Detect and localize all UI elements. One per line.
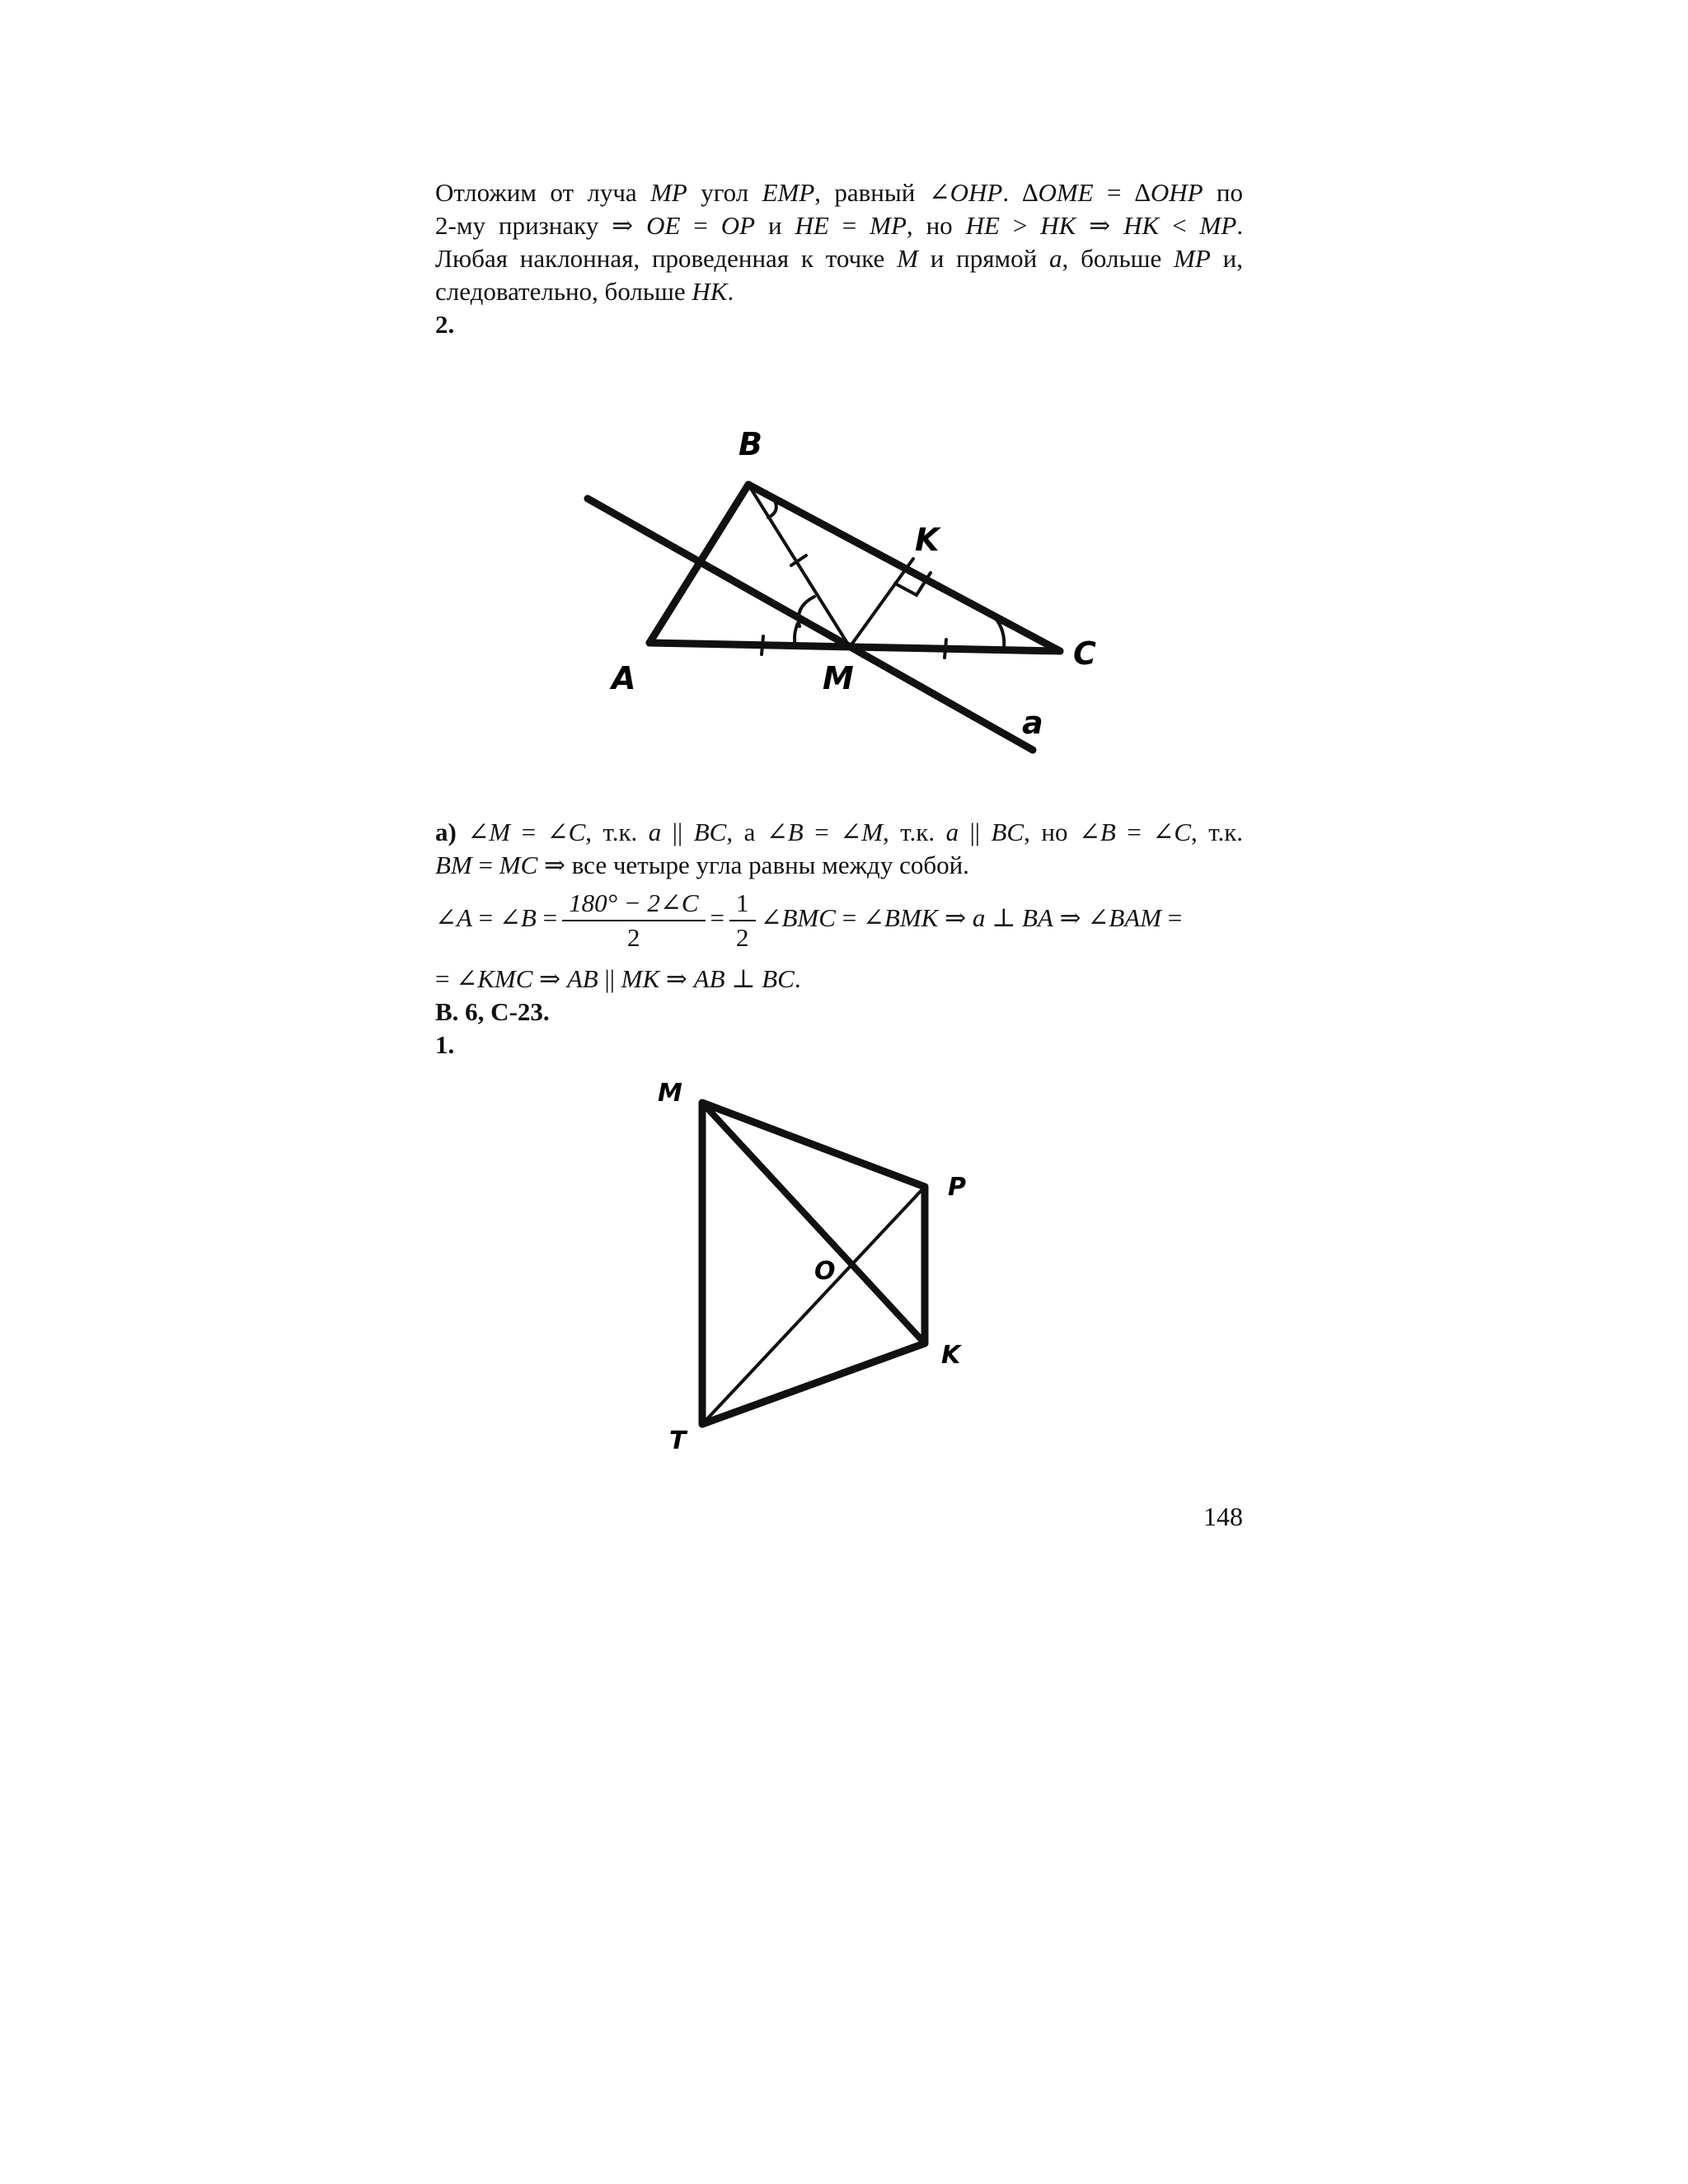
label-b: B [738, 426, 762, 462]
problem-number-2: 2. [435, 310, 455, 339]
label-k2: K [941, 1341, 961, 1370]
paragraph-2-line-1: а) ∠M = ∠C, т.к. a || BC, а ∠B = ∠M, т.к. a || BC, но ∠B = ∠C, т.к. [435, 818, 1244, 846]
paragraph-1-line-3: Любая наклонная, проведенная к точке M и прямой a, больше MP и, [435, 244, 1243, 273]
label-k: K [915, 522, 940, 558]
label-o: O [814, 1257, 836, 1286]
label-m2: M [658, 1079, 682, 1108]
figure-triangle-abc [560, 379, 1121, 791]
label-m: M [823, 660, 854, 696]
side-ab [649, 485, 748, 643]
label-t: T [669, 1427, 687, 1451]
paragraph-2-line-2: BM = MC ⇒ все четыре угла равны между собой. [435, 851, 969, 879]
page-number: 148 [1203, 1502, 1243, 1531]
side-ac [649, 643, 1060, 651]
paragraph-1-line-1: Отложим от луча MP угол EMP, равный ∠OHP. ∆OME = ∆OHP по [435, 178, 1244, 207]
paragraph-1-line-2: 2-му признаку ⇒ OE = OP и HE = MP, но HE > HK ⇒ HK < MP. [435, 211, 1244, 240]
line-a [588, 499, 1033, 750]
tick-am [762, 636, 763, 654]
label-p: P [948, 1173, 966, 1202]
paragraph-1 [435, 176, 1243, 341]
paragraph-2-formula: ∠A = ∠B = $\frac{180^\circ - 2\angle C}{2}$ = $\frac{1}{2}$ ∠BMC = ∠BMK ⇒ a ⊥ BA ⇒ ∠BAM = [435, 887, 1243, 963]
label-a-vertex: A [612, 660, 636, 696]
quadrilateral-mpkt [702, 1103, 925, 1424]
tick-mc [945, 640, 946, 658]
fraction-180-2c: $\frac{180^\circ - 2\angle C}{2}$ [562, 887, 705, 954]
segment-mk [850, 559, 913, 647]
label-c: C [1073, 635, 1096, 672]
paragraph-2-line-4: = ∠KMC ⇒ AB || MK ⇒ AB ⊥ BC. [435, 964, 801, 993]
figure-quadrilateral-mpkt [643, 1063, 989, 1451]
paragraph-2 [435, 816, 1243, 1062]
paragraph-1-line-4: следовательно, больше HK. [435, 277, 734, 306]
variant-heading: В. 6, С-23. [435, 997, 550, 1026]
label-line-a: a [1022, 705, 1043, 741]
problem-number-1: 1. [435, 1030, 455, 1059]
fraction-one-half: $\frac{1}{2}$ [729, 887, 756, 954]
